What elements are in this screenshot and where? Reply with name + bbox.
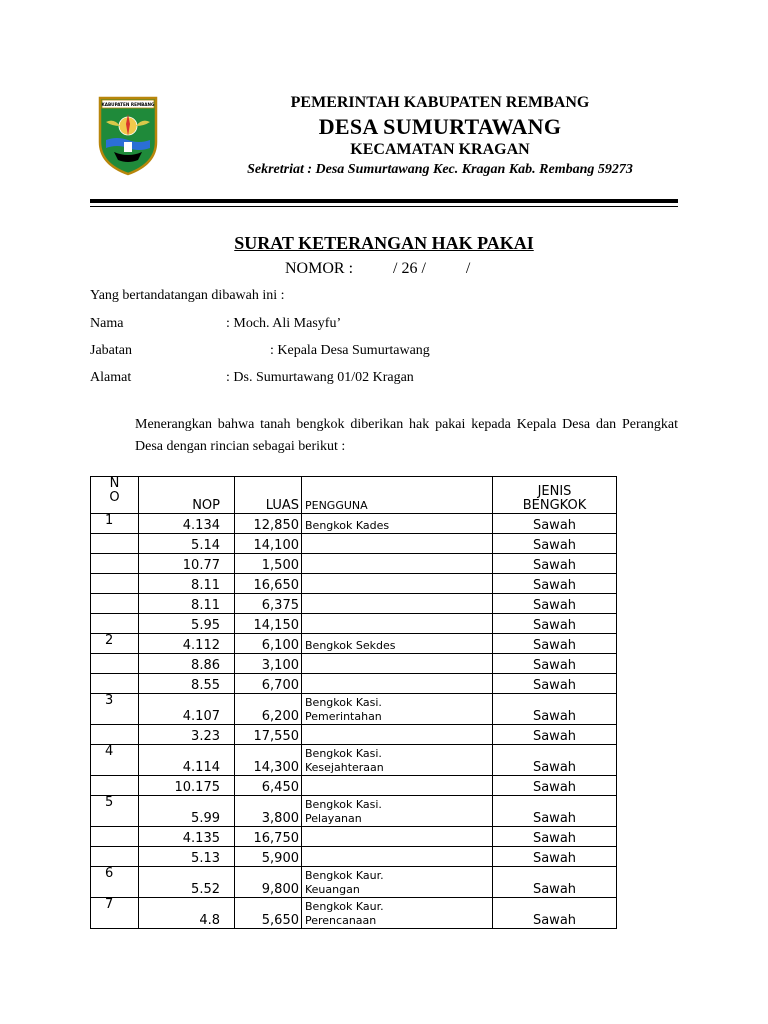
table-row (91, 614, 617, 634)
row-nop: 5.14 (139, 534, 235, 554)
row-pengguna (302, 694, 493, 725)
header-village: DESA SUMURTAWANG (318, 114, 562, 139)
row-pengguna-line2: Pemerintahan (305, 710, 382, 723)
row-no: 4 (91, 745, 139, 776)
row-jenis: Sawah (493, 574, 617, 594)
row-jenis: Sawah (493, 725, 617, 745)
table-row (91, 634, 617, 654)
row-no (91, 614, 139, 634)
row-pengguna (302, 554, 493, 574)
row-jenis: Sawah (493, 796, 617, 827)
row-jenis: Sawah (493, 847, 617, 867)
row-luas: 3,100 (235, 654, 302, 674)
row-jenis: Sawah (493, 634, 617, 654)
row-no: 7 (91, 898, 139, 929)
row-luas: 6,700 (235, 674, 302, 694)
row-nop: 8.11 (139, 594, 235, 614)
row-luas: 6,100 (235, 634, 302, 654)
row-nop: 4.134 (139, 514, 235, 534)
field-value-nama: : Moch. Ali Masyfu’ (226, 316, 342, 331)
row-jenis: Sawah (493, 614, 617, 634)
row-pengguna-line1: Bengkok Kades (305, 519, 390, 532)
row-nop: 4.112 (139, 634, 235, 654)
row-nop: 3.23 (139, 725, 235, 745)
row-nop: 8.55 (139, 674, 235, 694)
row-pengguna (302, 674, 493, 694)
header-pengguna: PENGGUNA (302, 477, 493, 514)
row-nop: 5.13 (139, 847, 235, 867)
row-luas: 12,850 (235, 514, 302, 534)
row-pengguna-line1: Bengkok Kasi. (305, 747, 382, 760)
table-row (91, 654, 617, 674)
document-number: NOMOR : / 26 / / (285, 260, 471, 277)
table-row (91, 725, 617, 745)
header-divider-thick (90, 199, 678, 203)
row-pengguna (302, 847, 493, 867)
row-no: 3 (91, 694, 139, 725)
row-no: 5 (91, 796, 139, 827)
table-row (91, 594, 617, 614)
row-pengguna (302, 654, 493, 674)
header-government: PEMERINTAH KABUPATEN REMBANG (290, 94, 590, 111)
table-row (91, 534, 617, 554)
field-label-jabatan: Jabatan (90, 343, 132, 358)
row-luas: 1,500 (235, 554, 302, 574)
row-luas: 6,375 (235, 594, 302, 614)
header-jenis-bottom: BENGKOK (522, 498, 587, 513)
row-luas: 6,200 (235, 694, 302, 725)
row-pengguna (302, 594, 493, 614)
header-divider-thin (90, 206, 678, 207)
row-pengguna-line1: Bengkok Kaur. (305, 869, 384, 882)
row-pengguna (302, 827, 493, 847)
row-nop: 4.8 (139, 898, 235, 929)
document-title: SURAT KETERANGAN HAK PAKAI (234, 233, 534, 253)
row-pengguna-line1: Bengkok Kasi. (305, 696, 382, 709)
row-pengguna (302, 867, 493, 898)
table-row (91, 827, 617, 847)
description-paragraph: Menerangkan bahwa tanah bengkok diberikan hak pakai kepada Kepala Desa dan Perangkat Desa dengan rincian sebagai berikut : (135, 417, 678, 454)
header-jenis (493, 477, 617, 514)
svg-text:KABUPATEN REMBANG: KABUPATEN REMBANG (101, 102, 155, 107)
intro-text: Yang bertandatangan dibawah ini : (90, 288, 285, 303)
row-nop: 4.107 (139, 694, 235, 725)
row-nop: 8.86 (139, 654, 235, 674)
row-no: 6 (91, 867, 139, 898)
row-jenis: Sawah (493, 514, 617, 534)
table-header-row (91, 477, 617, 514)
row-luas: 9,800 (235, 867, 302, 898)
row-nop: 10.77 (139, 554, 235, 574)
header-no (91, 477, 139, 514)
row-jenis: Sawah (493, 594, 617, 614)
field-label-nama: Nama (90, 316, 124, 331)
row-jenis: Sawah (493, 694, 617, 725)
field-value-jabatan: : Kepala Desa Sumurtawang (270, 343, 430, 358)
row-no (91, 574, 139, 594)
row-jenis: Sawah (493, 867, 617, 898)
table-row (91, 898, 617, 929)
row-jenis: Sawah (493, 674, 617, 694)
table-row (91, 867, 617, 898)
row-pengguna-line2: Keuangan (305, 883, 360, 896)
table-row (91, 674, 617, 694)
row-luas: 14,150 (235, 614, 302, 634)
row-no (91, 554, 139, 574)
header-luas: LUAS (235, 477, 302, 514)
row-luas: 14,100 (235, 534, 302, 554)
field-label-alamat: Alamat (90, 370, 132, 385)
row-nop: 4.135 (139, 827, 235, 847)
row-pengguna (302, 725, 493, 745)
row-luas: 6,450 (235, 776, 302, 796)
row-jenis: Sawah (493, 554, 617, 574)
row-luas: 16,750 (235, 827, 302, 847)
table-row (91, 796, 617, 827)
row-nop: 10.175 (139, 776, 235, 796)
row-no (91, 654, 139, 674)
row-luas: 5,650 (235, 898, 302, 929)
table-row (91, 776, 617, 796)
row-pengguna (302, 776, 493, 796)
row-nop: 8.11 (139, 574, 235, 594)
row-pengguna (302, 534, 493, 554)
row-pengguna-line1: Bengkok Sekdes (305, 639, 396, 652)
row-pengguna (302, 574, 493, 594)
row-pengguna (302, 796, 493, 827)
row-no (91, 827, 139, 847)
row-pengguna (302, 898, 493, 929)
row-no (91, 847, 139, 867)
row-nop: 5.95 (139, 614, 235, 634)
header-district: KECAMATAN KRAGAN (350, 141, 530, 158)
row-luas: 5,900 (235, 847, 302, 867)
kabupaten-rembang-emblem (96, 96, 160, 176)
row-pengguna-line1: Bengkok Kasi. (305, 798, 382, 811)
row-pengguna-line2: Pelayanan (305, 812, 362, 825)
row-pengguna-line1: Bengkok Kaur. (305, 900, 384, 913)
row-luas: 16,650 (235, 574, 302, 594)
field-value-alamat: : Ds. Sumurtawang 01/02 Kragan (226, 370, 414, 385)
row-jenis: Sawah (493, 827, 617, 847)
row-no (91, 674, 139, 694)
row-luas: 14,300 (235, 745, 302, 776)
header-address: Sekretriat : Desa Sumurtawang Kec. Kragan Kab. Rembang 59273 (247, 162, 633, 177)
header-no-bottom: O (109, 490, 120, 505)
row-no (91, 776, 139, 796)
row-no (91, 534, 139, 554)
row-pengguna (302, 614, 493, 634)
row-pengguna (302, 745, 493, 776)
table-row (91, 745, 617, 776)
row-no: 2 (91, 634, 139, 654)
table-row (91, 514, 617, 534)
bengkok-table (90, 476, 617, 929)
row-pengguna (302, 514, 493, 534)
row-jenis: Sawah (493, 654, 617, 674)
row-pengguna-line2: Kesejahteraan (305, 761, 384, 774)
table-row (91, 574, 617, 594)
row-luas: 3,800 (235, 796, 302, 827)
row-nop: 4.114 (139, 745, 235, 776)
row-no (91, 725, 139, 745)
row-jenis: Sawah (493, 745, 617, 776)
table-row (91, 554, 617, 574)
row-jenis: Sawah (493, 776, 617, 796)
row-nop: 5.52 (139, 867, 235, 898)
header-jenis-top: JENIS (537, 484, 572, 499)
header-no-top: N (109, 476, 120, 491)
table-row (91, 847, 617, 867)
row-jenis: Sawah (493, 534, 617, 554)
row-pengguna (302, 634, 493, 654)
row-no: 1 (91, 514, 139, 534)
row-nop: 5.99 (139, 796, 235, 827)
row-jenis: Sawah (493, 898, 617, 929)
header-nop: NOP (139, 477, 235, 514)
table-row (91, 694, 617, 725)
row-no (91, 594, 139, 614)
row-pengguna-line2: Perencanaan (305, 914, 377, 927)
row-luas: 17,550 (235, 725, 302, 745)
